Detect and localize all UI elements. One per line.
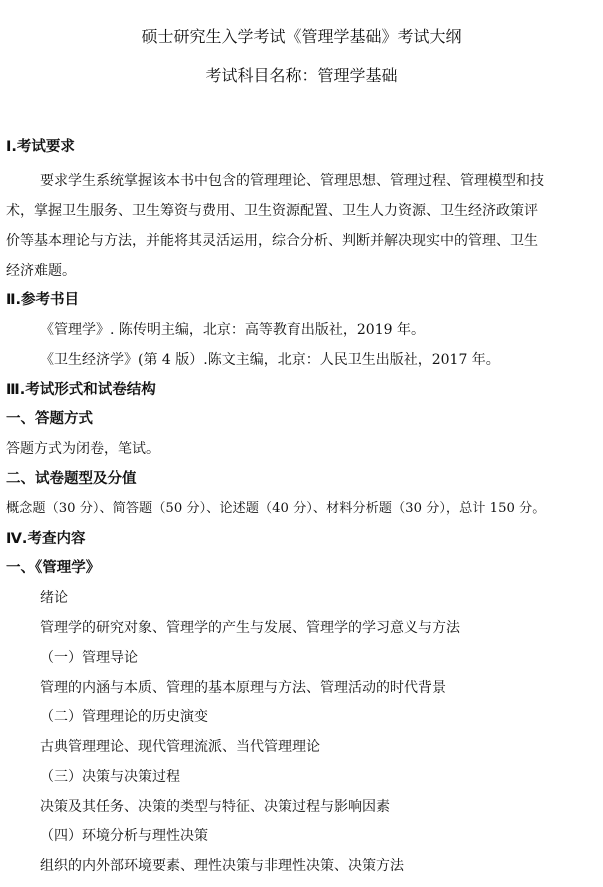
content-item: 古典管理理论、现代管理流派、当代管理理论 <box>40 739 320 755</box>
exam-subject: 考试科目名称：管理学基础 <box>205 66 398 85</box>
question-types-text: 概念题（30 分）、简答题（50 分）、论述题（40 分）、材料分析题（30 分），总计 150 分。 <box>6 501 546 516</box>
answer-method-text: 答题方式为闭卷，笔试。 <box>6 441 160 457</box>
section-heading-content: Ⅳ.考查内容 <box>6 531 86 547</box>
subheading-answer-method: 一、答题方式 <box>6 411 93 427</box>
reference-book-1: 《管理学》. 陈传明主编，北京：高等教育出版社，2019 年。 <box>40 322 425 338</box>
subheading-question-types: 二、试卷题型及分值 <box>6 471 137 487</box>
content-item: （四）环境分析与理性决策 <box>40 828 208 844</box>
content-item: （一）管理导论 <box>40 650 138 666</box>
content-item: 组织的内外部环境要素、理性决策与非理性决策、决策方法 <box>40 858 404 874</box>
section-heading-exam-format: Ⅲ.考试形式和试卷结构 <box>6 382 156 398</box>
content-item: 绪论 <box>40 590 68 606</box>
content-item: 管理学的研究对象、管理学的产生与发展、管理学的学习意义与方法 <box>40 620 460 636</box>
requirements-line-2: 术，掌握卫生服务、卫生筹资与费用、卫生资源配置、卫生人力资源、卫生经济政策评 <box>6 203 538 219</box>
content-item: 决策及其任务、决策的类型与特征、决策过程与影响因素 <box>40 799 390 815</box>
requirements-line-1: 要求学生系统掌握该本书中包含的管理理论、管理思想、管理过程、管理模型和技 <box>40 173 544 189</box>
document-title: 硕士研究生入学考试《管理学基础》考试大纲 <box>141 27 462 46</box>
section-heading-requirements: Ⅰ.考试要求 <box>6 139 75 155</box>
subheading-management: 一、《管理学》 <box>6 560 101 576</box>
reference-book-2: 《卫生经济学》(第 4 版）.陈文主编，北京：人民卫生出版社，2017 年。 <box>40 352 500 368</box>
content-item: 管理的内涵与本质、管理的基本原理与方法、管理活动的时代背景 <box>40 680 446 696</box>
content-item: （三）决策与决策过程 <box>40 769 180 785</box>
section-heading-references: Ⅱ.参考书目 <box>6 292 80 308</box>
requirements-line-4: 经济难题。 <box>6 263 76 279</box>
requirements-line-3: 价等基本理论与方法，并能将其灵活运用，综合分析、判断并解决现实中的管理、卫生 <box>6 233 538 249</box>
content-item: （二）管理理论的历史演变 <box>40 709 208 725</box>
